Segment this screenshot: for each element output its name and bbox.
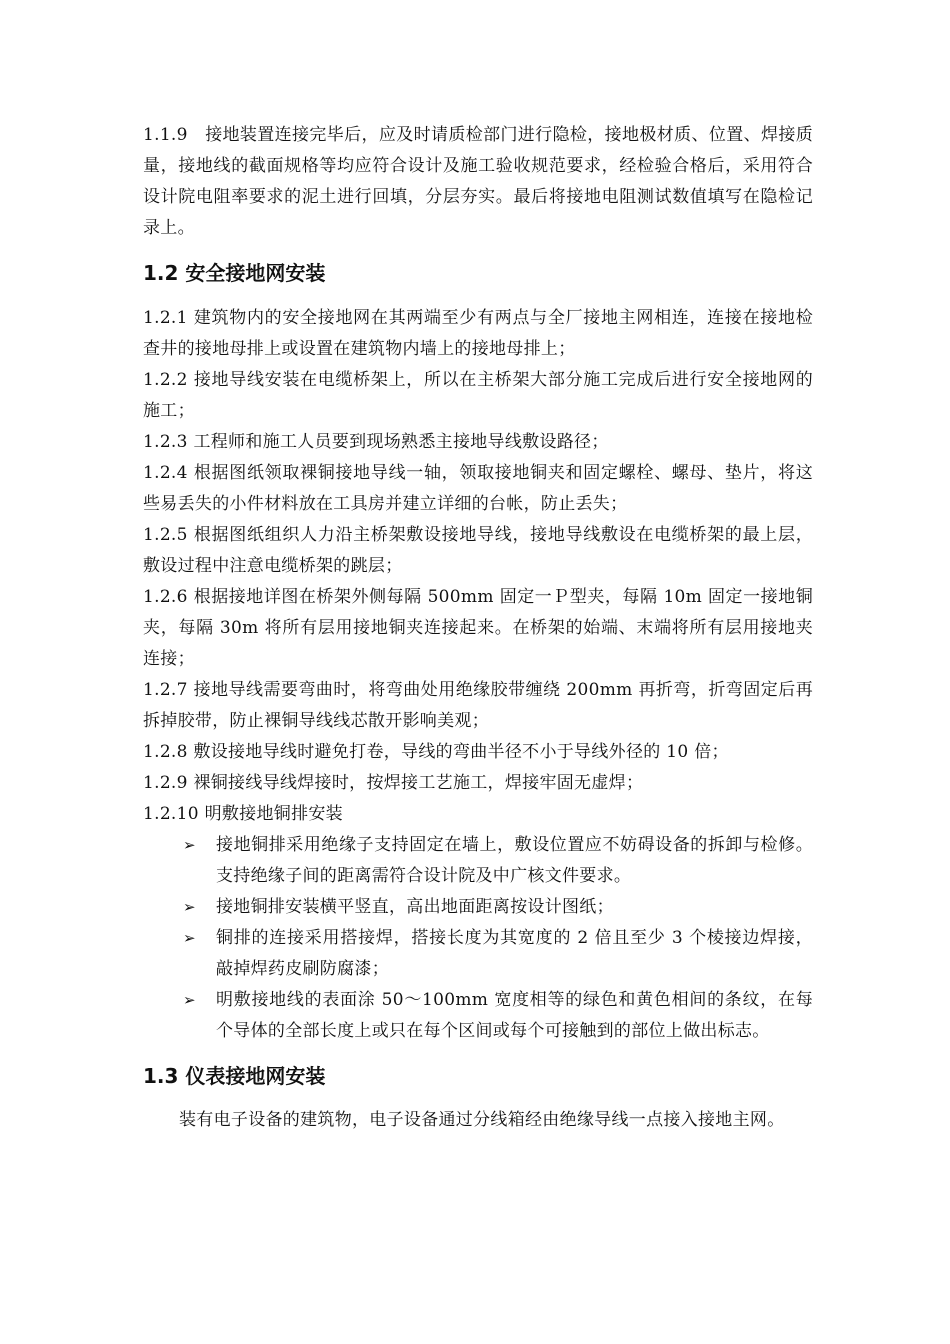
- document-page: [143, 120, 813, 1136]
- arrow-bullet-icon: ➢: [183, 836, 196, 854]
- item-1-2-3: 1.2.3 工程师和施工人员要到现场熟悉主接地导线敷设路径；: [143, 432, 609, 452]
- item-1-2-9: 1.2.9 裸铜接线导线焊接时，按焊接工艺施工，焊接牢固无虚焊；: [143, 773, 644, 793]
- section-heading-1-3: 1.3 仪表接地网安装: [143, 1064, 326, 1088]
- bullet-text: 明敷接地线的表面涂 50～100mm 宽度相等的绿色和黄色相间的条纹，在每个导体的全部长度上或只在每个区间或每个可接触到的部位上做出标志。: [216, 990, 813, 1041]
- item-1-2-1: 1.2.1 建筑物内的安全接地网在其两端至少有两点与全厂接地主网相连，连接在接地检查井的接地母排上或设置在建筑物内墙上的接地母排上；: [143, 308, 813, 359]
- bullet-text: 接地铜排采用绝缘子支持固定在墙上，敷设位置应不妨碍设备的拆卸与检修。支持绝缘子间的距离需符合设计院及中广核文件要求。: [216, 835, 813, 886]
- item-1-2-6: 1.2.6 根据接地详图在桥架外侧每隔 500mm 固定一Ｐ型夹，每隔 10m 固定一接地铜夹，每隔 30m 将所有层用接地铜夹连接起来。在桥架的始端、末端将所有层用接地夹连接；: [143, 587, 813, 669]
- item-1-2-4: 1.2.4 根据图纸领取裸铜接地导线一轴，领取接地铜夹和固定螺栓、螺母、垫片，将这些易丢失的小件材料放在工具房并建立详细的台帐，防止丢失；: [143, 463, 813, 514]
- arrow-bullet-icon: ➢: [183, 898, 196, 916]
- arrow-bullet-icon: ➢: [183, 991, 196, 1009]
- bullet-item: [143, 985, 813, 1047]
- bullet-item: [143, 830, 813, 892]
- bullet-item: [143, 923, 813, 985]
- item-1-2-5: 1.2.5 根据图纸组织人力沿主桥架敷设接地导线，接地导线敷设在电缆桥架的最上层，敷设过程中注意电缆桥架的跳层；: [143, 525, 813, 576]
- bullet-text: 接地铜排安装横平竖直，高出地面距离按设计图纸；: [216, 897, 614, 917]
- paragraph-1-1-9: 1.1.9 接地装置连接完毕后，应及时请质检部门进行隐检，接地极材质、位置、焊接质量，接地线的截面规格等均应符合设计及施工验收规范要求，经检验合格后，采用符合设计院电阻率要求的泥土进行回填，分层夯实。最后将接地电阻测试数值填写在隐检记录上。: [143, 125, 813, 238]
- bullet-item: [143, 892, 813, 923]
- bullet-text: 铜排的连接采用搭接焊，搭接长度为其宽度的 2 倍且至少 3 个棱接边焊接，敲掉焊药皮刷防腐漆；: [216, 928, 813, 979]
- item-1-2-8: 1.2.8 敷设接地导线时避免打卷，导线的弯曲半径不小于导线外径的 10 倍；: [143, 742, 729, 762]
- arrow-bullet-icon: ➢: [183, 929, 196, 947]
- copper-bar-bullet-list: [143, 830, 813, 1047]
- item-1-2-7: 1.2.7 接地导线需要弯曲时，将弯曲处用绝缘胶带缠绕 200mm 再折弯，折弯固定后再拆掉胶带，防止裸铜导线线芯散开影响美观；: [143, 680, 813, 731]
- section-heading-1-2: 1.2 安全接地网安装: [143, 261, 326, 285]
- paragraph-1-3-body: 装有电子设备的建筑物，电子设备通过分线箱经由绝缘导线一点接入接地主网。: [179, 1110, 785, 1130]
- item-1-2-2: 1.2.2 接地导线安装在电缆桥架上，所以在主桥架大部分施工完成后进行安全接地网的施工；: [143, 370, 813, 421]
- item-1-2-10: 1.2.10 明敷接地铜排安装: [143, 804, 343, 824]
